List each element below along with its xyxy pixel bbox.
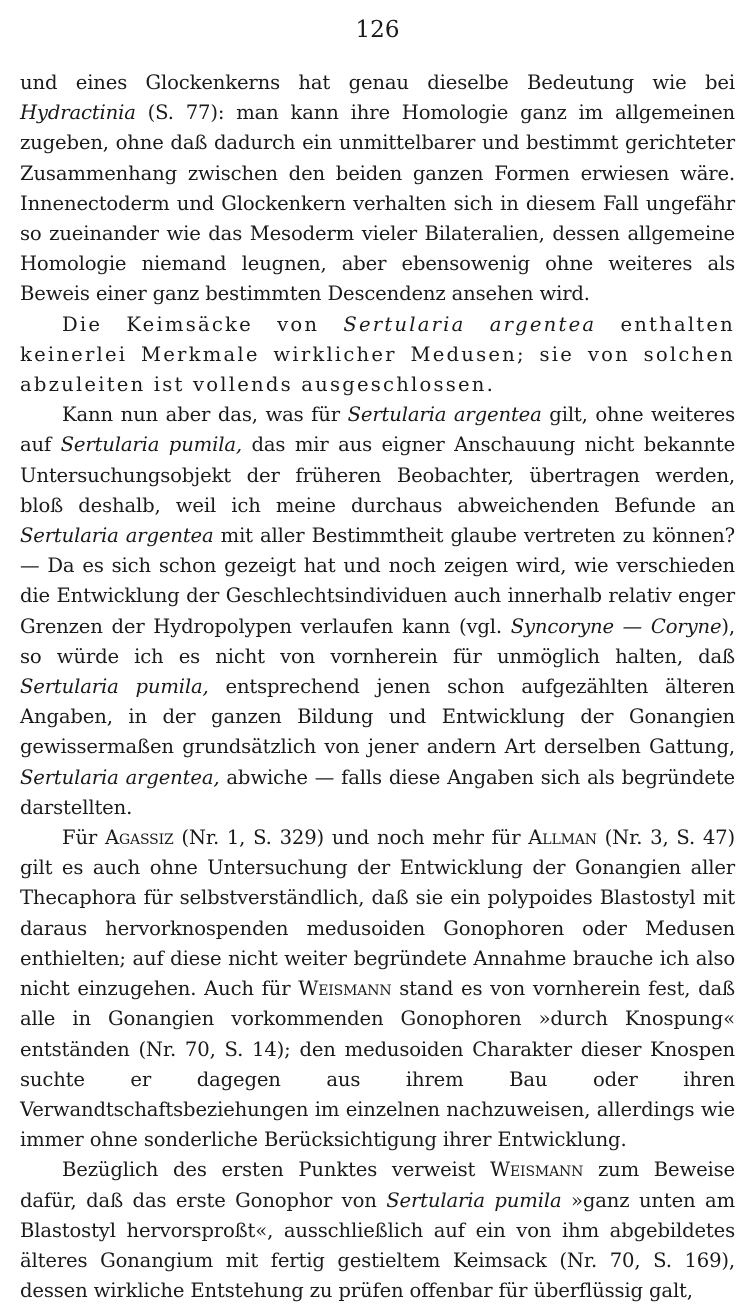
text-run: das mir aus eigner Anschauung nicht bekannte Untersuchungsobjekt der früheren Beobachter, übertragen werden, bloß deshalb, weil ich meine durchaus abweichenden Befunde an <box>20 433 736 517</box>
text-run: (Nr. 1, S. 329) und noch mehr für <box>173 826 529 850</box>
species-name: Sertularia argentea, <box>20 765 220 789</box>
page-number: 126 <box>355 17 400 43</box>
species-name: Sertularia pumila, <box>60 433 242 457</box>
text-run: Die Keimsäcke von <box>62 312 344 336</box>
paragraph <box>20 68 735 310</box>
text-run: Kann nun aber das, was für <box>62 403 348 427</box>
author-name: Weismann <box>298 977 392 1001</box>
species-name: Sertularia pumila <box>386 1188 562 1212</box>
text-run: gilt, ohne weiteres auf <box>20 403 735 457</box>
paragraph <box>20 310 735 401</box>
author-name: Weismann <box>490 1158 584 1182</box>
text-run: und eines Glockenkerns hat genau dieselbe Bedeutung wie bei <box>20 71 735 94</box>
species-name: Syncoryne — Coryne <box>510 614 722 638</box>
text-run: Für <box>62 826 105 850</box>
species-name: Sertularia argentea <box>20 524 214 548</box>
text-run: ), so würde ich es nicht von vornherein für unmöglich halten, daß <box>20 614 735 668</box>
text-run: entsprechend jenen schon aufgezählten älteren Angaben, in der ganzen Bildung und Entwicklung der Gonangien gewissermaßen grundsätzlich von jener andern Art derselben Gattung, <box>20 675 735 759</box>
paragraph <box>20 1155 735 1306</box>
body-text <box>20 68 735 1306</box>
species-name: Sertularia argentea <box>347 403 542 427</box>
text-run: zum Beweise dafür, daß das erste Gonophor von <box>20 1158 735 1212</box>
text-run: abwiche — falls diese Angaben sich als begründete darstellten. <box>20 765 735 819</box>
text-run: mit aller Bestimmtheit glaube vertreten zu können? — Da es sich schon gezeigt hat und noch zeigen wird, wie verschieden die Entwicklung der Geschlechtsindividuen auch innerhalb relativ enger Grenzen der Hydropolypen verlaufen kann (vgl. <box>20 524 735 638</box>
text-run: (S. 77): man kann ihre Homologie ganz im allgemeinen zugeben, ohne daß dadurch ein unmittelbarer und bestimmt gerichteter Zusammenhang zwischen den beiden ganzen Formen erwiesen wäre. Innenectoderm und Glockenkern verhalten sich in diesem Fall ungefähr so zueinander wie das Mesoderm vieler Bilateralien, dessen allgemeine Homologie niemand leugnen, aber ebensowenig ohne weiteres als Beweis einer ganz bestimmten Descendenz ansehen wird. <box>20 101 735 306</box>
author-name: Agassiz <box>104 826 174 850</box>
text-run: (Nr. 3, S. 47) gilt es auch ohne Untersuchung der Entwicklung der Gonangien aller Thecaphora für selbstverständlich, daß sie ein polypoides Blastostyl mit daraus hervorknospenden medusoiden Gonophoren oder Medusen enthielten; auf diese nicht weiter begründete Annahme brauche ich also nicht einzugehen. Auch für <box>20 826 735 1001</box>
text-run: enthalten keinerlei Merkmale wirklicher Medusen; sie von solchen abzuleiten ist vollends ausgeschlossen. <box>20 312 735 397</box>
paragraph <box>20 400 735 823</box>
author-name: Allman <box>528 826 597 850</box>
species-name: Sertularia pumila, <box>20 675 209 699</box>
paragraph <box>20 823 735 1155</box>
text-run: stand es von vornherein fest, daß alle in Gonangien vorkommenden Gonophoren »durch Knospung« entständen (Nr. 70, S. 14); den medusoiden Charakter dieser Knospen suchte er dagegen aus ihrem Bau oder ihren Verwandtschaftsbeziehungen im einzelnen nachzuweisen, allerdings wie immer ohne sonderliche Berücksichtigung ihrer Entwicklung. <box>20 977 735 1152</box>
text-run: Bezüglich des ersten Punktes verweist <box>62 1158 490 1182</box>
species-name: Sertularia argentea <box>343 312 597 336</box>
text-run: »ganz unten am Blastostyl hervorsproßt«, ausschließlich auf ein von ihm abgebildetes älteres Gonangium mit fertig gestieltem Keimsack (Nr. 70, S. 169), dessen wirkliche Entstehung zu prüfen offenbar für überflüssig galt, <box>20 1188 736 1303</box>
species-name: Hydractinia <box>20 101 136 125</box>
